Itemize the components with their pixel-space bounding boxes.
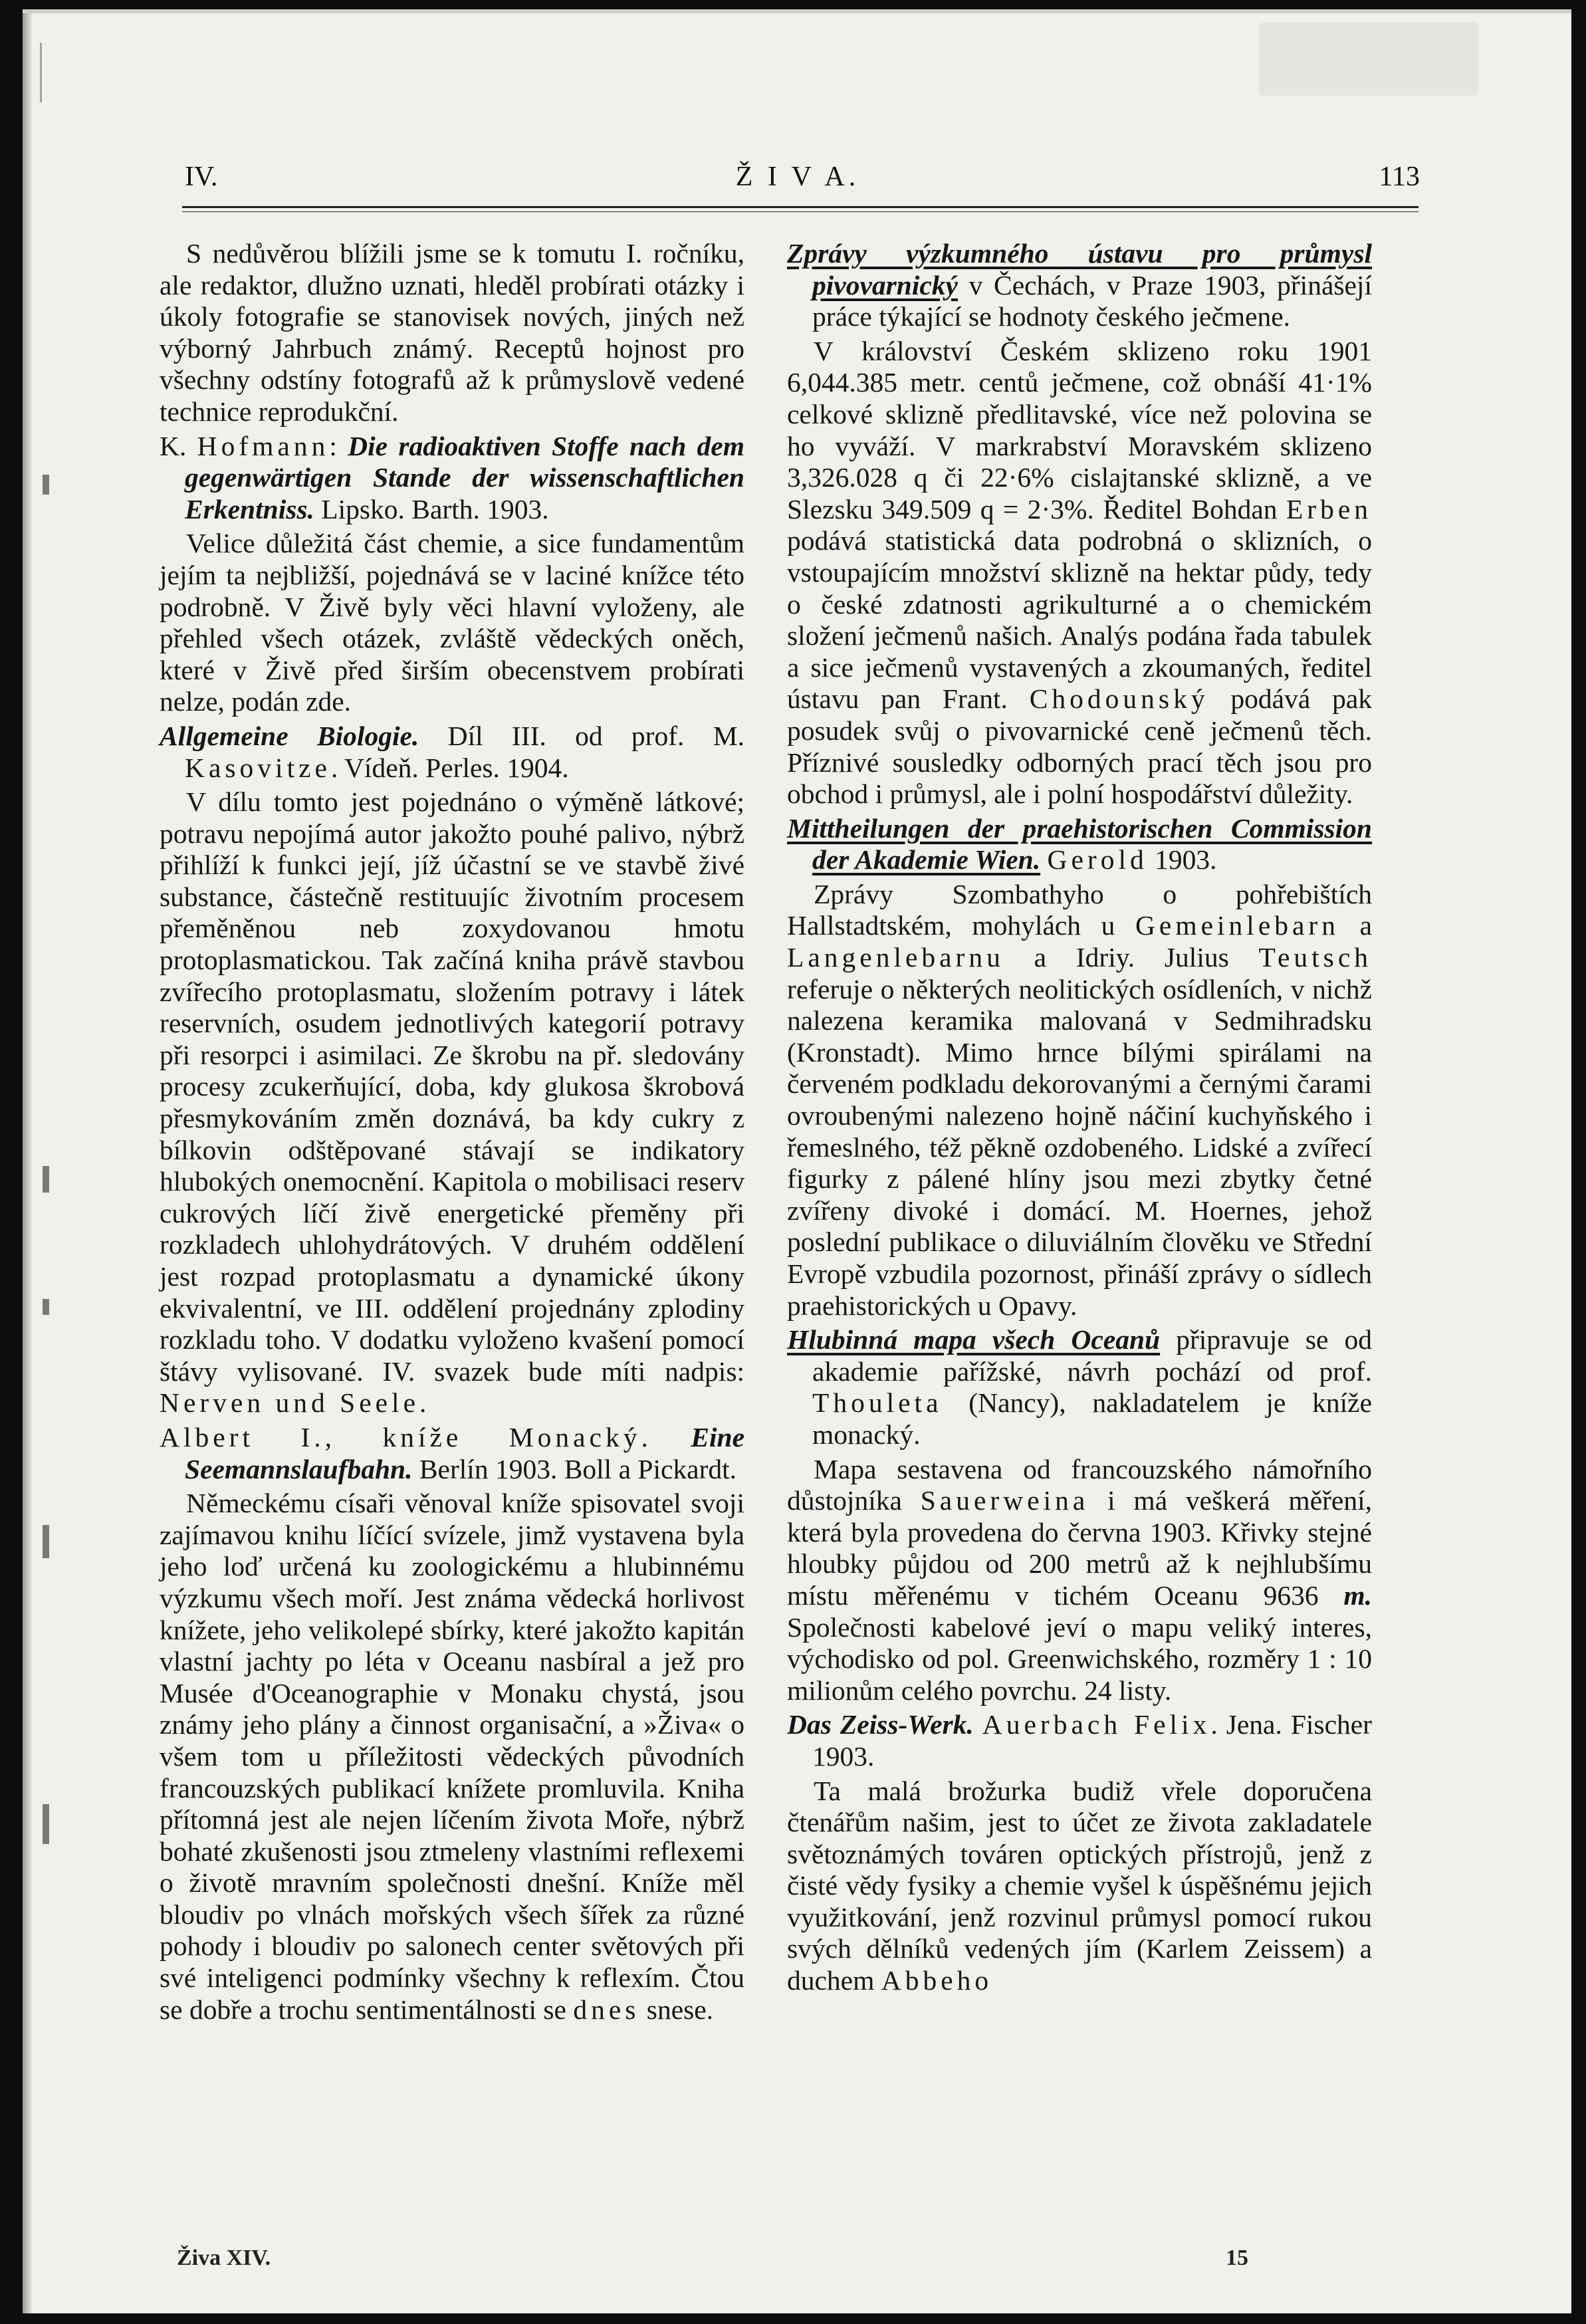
paragraph: V království Českém sklizeno roku 1901 6,044.385 metr. centů ječmene, což obnáší 41·1% celkové sklizně předlitavské, více než polovina se ho vyváží. V markrabství Moravském sklizeno 3,326.028 q či 22·6% cislajtanské sklizně, a ve Slezsku 349.509 q = 2·3%. Ředitel Bohdan Erben podává statistická data podrobná o sklizních, o vstoupajícím množství sklizně na hektar půdy, tedy o české zdatnosti agrikulturné a o chemickém složení ječmenů našich. Analýs podána řada tabulek a sice ječmenů vystavených a zkoumaných, ředitel ústavu pan Frant. Chodounský podává pak posudek svůj o pivovarnické ceně ječmenů těch. Příznivé sousledky odborných prací těch jsou pro obchod i průmysl, ale i polní hospodářství důležity. [787, 335, 1373, 810]
header-rule-thin [182, 211, 1418, 212]
page-number: 113 [1379, 162, 1420, 192]
author-name: Abbeho [881, 1965, 993, 1996]
book-entry: Das Zeiss-Werk. Auerbach Felix. Jena. Fischer 1903. [787, 1709, 1372, 1772]
author-name: Teutsch [1258, 942, 1372, 973]
book-entry: Albert I., kníže Monacký. Eine Seemannslaufbahn. Berlín 1903. Boll a Pickardt. [160, 1421, 745, 1484]
paragraph: Zprávy Szombathyho o pohřebištích Hallstadtském, mohylách u Gemeinlebarn a Langenlebarnu a Idriy. Julius Teutsch referuje o některých neolitických osídleních, v nichž nalezena keramika malovaná v Sedmihradsku (Kronstadt). Mimo hrnce bílými spirálami na červeném podkladu dekorovanými a černými čarami ovroubenými nalezeno hojně náčiní kuchyňského i řemeslného, též pěkně ozdobeného. Lidské a zvířecí figurky z pálené hlíny jsou mezi zbytky četné zvířeny divoké i domácí. M. Hoernes, jehož poslední publikace o diluviálním člověku ve Střední Evropě vzbudila pozornost, přináší zprávy o sídlech praehistorických u Opavy. [787, 878, 1372, 1321]
footer-signature: Živa XIV. [177, 2246, 271, 2270]
margin-mark [43, 1525, 49, 1558]
book-title: Die radioaktiven Stoffe nach dem gegenwärtigen Stande der wissenschaftlichen Erkentniss. [185, 430, 744, 524]
scan-corner-mark [40, 43, 82, 102]
scan-edge-left [23, 9, 32, 2313]
author-name: Chodounský [1029, 683, 1209, 715]
book-title: Hlubinná mapa všech Oceanů [787, 1324, 1161, 1355]
volume-label: IV. [185, 162, 218, 192]
book-entry: Zprávy výzkumného ústavu pro průmysl pivovarnický v Čechách, v Praze 1903, přinášejí práce týkající se hodnoty českého ječmene. [787, 238, 1372, 332]
paragraph: S nedůvěrou blížili jsme se k tomutu I. ročníku, ale redaktor, dlužno uznati, hleděl probírati otázky i úkoly fotografie se stanovisek nových, jiných než výborný Jahrbuch známý. Receptů hojnost pro všechny odstíny fotografů až k průmyslově vedené technice reprodukční. [160, 238, 744, 427]
author-name: Thouleta [812, 1387, 943, 1419]
margin-mark [43, 475, 49, 495]
footer-sheet-number: 15 [1226, 2246, 1248, 2270]
book-entry: Mittheilungen der praehistorischen Commission der Akademie Wien. Gerold 1903. [787, 812, 1372, 875]
book-title: Zprávy výzkumného ústavu pro průmysl pivovarnický [787, 238, 1372, 300]
paragraph: Ta malá brožurka budiž vřele doporučena čtenářům našim, jest to účet ze života zakladatele světoznámých továren optických přístrojů, jenž z čisté vědy fysiky a chemie vyšel k úspěšnému jejich využitkování, jenž rozvinul průmysl pomocí rukou svých dělníků vedených jím (Karlem Zeissem) a duchem Abbeho [787, 1775, 1372, 1996]
book-title: Das Zeiss-Werk. [787, 1709, 974, 1740]
scanned-page [23, 9, 1571, 2313]
scan-edge-top [23, 9, 1571, 13]
journal-title: Ž I V A. [735, 162, 860, 192]
spaced-term: Nerven und Seele [160, 1387, 419, 1419]
left-column [160, 238, 744, 2028]
right-column [787, 238, 1372, 2000]
spaced-term: dnes [573, 1994, 640, 2025]
book-title: Mittheilungen der praehistorischen Commission der Akademie Wien. [787, 812, 1372, 875]
book-title: Allgemeine Biologie. [160, 720, 419, 751]
paragraph: V dílu tomto jest pojednáno o výměně látkové; potravu nepojímá autor jakožto pouhé palivo, nýbrž přihlíží k funkci její, jíž účastní se ve stavbě živé substance, částečně restituujíc životním procesem přeměněnou neb zoxydovanou hmotu protoplasmatickou. Tak začíná kniha právě stavbou zvířecího protoplasmatu, složením potravy i látek reservních, osudem jednotlivých kategorií potravy při resorpci i asimilaci. Ze škrobu na př. sledovány procesy zcukerňující, doba, kdy glukosa škrobová přesmykováním změn doznává, ba kdy cukry z bílkovin odštěpované stávají se indikatory hlubokých onemocnění. Kapitola o mobilisaci reserv cukrových líčí živě energetické přeměny při rozkladech uhlohydrátových. V druhém oddělení jest rozpad protoplasmatu a dynamické úkony ekvivalentní, ve III. oddělení projednány zplodiny rozkladu toho. V dodatku vyloženo kvašení pomocí štávy vylisované. IV. svazek bude míti nadpis: Nerven und Seele. [160, 786, 744, 1419]
paragraph: Mapa sestavena od francouzského námořního důstojníka Sauerweina i má veškerá měření, která byla provedena do června 1903. Křivky stejné hloubky půjdou od 200 metrů až k nejhlubšímu místu měřenému v tichém Oceanu 9636 m. Společnosti kabelové jeví o mapu veliký interes, východisko od pol. Greenwichského, rozměry 1 : 10 milionům celého povrchu. 24 listy. [787, 1453, 1373, 1706]
running-header [169, 161, 1426, 201]
book-entry: Allgemeine Biologie. Díl III. od prof. M. Kasovitze. Vídeň. Perles. 1904. [160, 720, 744, 783]
author-name: Hofmann [197, 430, 330, 461]
author-name: Kasovitze [185, 752, 331, 783]
author-name: Auerbach Felix [982, 1709, 1211, 1740]
margin-mark [43, 1804, 49, 1844]
book-entry: K. Hofmann: Die radioaktiven Stoffe nach dem gegenwärtigen Stande der wissenschaftlichen Erkentniss. Lipsko. Barth. 1903. [160, 430, 744, 524]
margin-mark [43, 1166, 49, 1193]
unit-label: m. [1343, 1579, 1372, 1611]
paragraph: Německému císaři věnoval kníže spisovatel svoji zajímavou knihu líčící svízele, jimž vystavena byla jeho loď určená ku zoologickému a hlubinnému výzkumu všech moří. Jest známa vědecká horlivost knížete, jeho velikolepé sbírky, které jakožto kapitán vlastní jachty po léta v Oceanu nasbíral a jež pro Musée d'Oceanographie v Monaku chystá, jsou známy jeho plány a činnost organisační, a »Živa« o všem tom u příležitosti vědeckých původních francouzských publikací knížete promluvila. Kniha přítomná jest ale nejen líčením života Moře, nýbrž bohaté zkušenosti jsou ztmeleny vlastními reflexemi o životě mravním společnosti dnešní. Kníže měl bloudiv po vlnách mořských všech šířek za různé pohody i bloudiv po salonech center světových při své inteligenci podmínky všechny k reflexím. Čtou se dobře a trochu sentimentálnosti se dnes snese. [160, 1488, 744, 2025]
header-rule [182, 206, 1418, 208]
author-name: Gerold [1047, 844, 1148, 875]
margin-mark [43, 1299, 49, 1315]
place-name: Langenlebarnu [787, 942, 1004, 973]
author-name: Erben [1286, 493, 1373, 524]
book-title: Eine Seemannslaufbahn. [185, 1421, 745, 1484]
author-name: Sauerweina [920, 1485, 1089, 1516]
paragraph: Velice důležitá část chemie, a sice fundamentům jejím ta nejbližší, pojednává se v laciné knížce této podrobně. V Živě byly věci hlavní vyloženy, ale přehled všech otázek, zvláště vědeckých oněch, které v Živě před širším obecenstvem probírati nelze, podán zde. [160, 528, 744, 717]
scan-stain [1259, 23, 1478, 96]
book-entry: Hlubinná mapa všech Oceanů připravuje se od akademie pařížské, návrh pochází od prof. Thouleta (Nancy), nakladatelem je kníže monacký. [787, 1324, 1372, 1450]
place-name: Gemeinlebarn [1135, 910, 1339, 941]
author-name: Albert I., kníže Monacký [160, 1421, 641, 1452]
